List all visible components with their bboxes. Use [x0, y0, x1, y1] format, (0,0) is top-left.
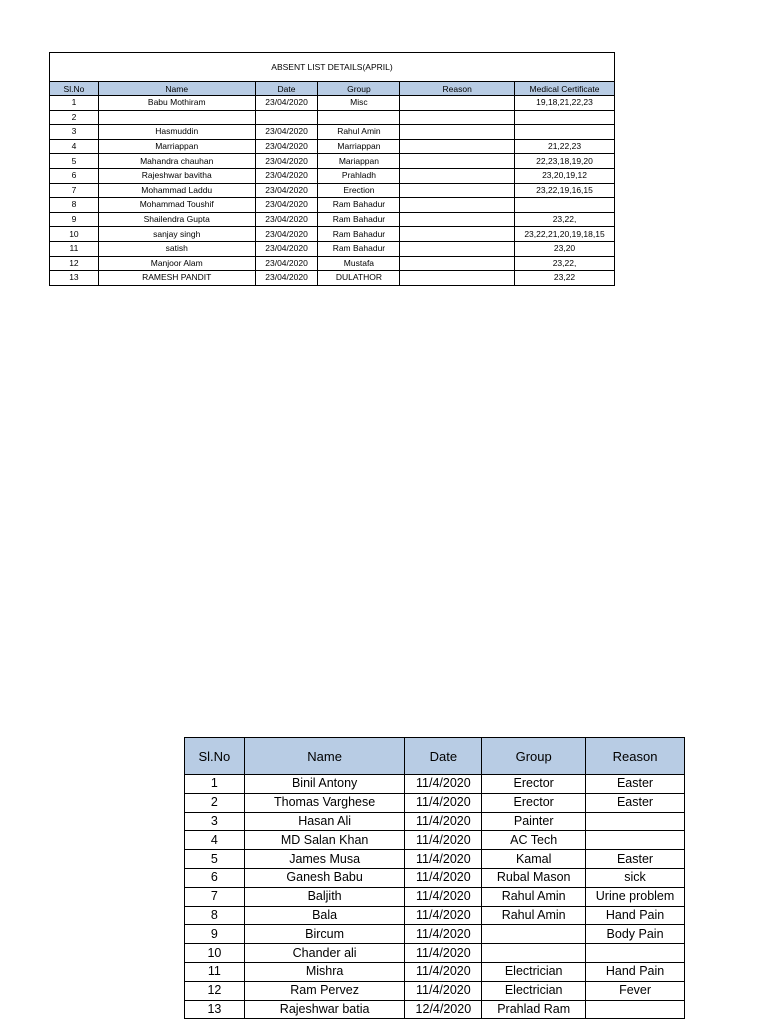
cell-reason	[400, 227, 515, 242]
cell-name: RAMESH PANDIT	[98, 271, 255, 286]
table-row	[185, 962, 685, 981]
cell-name: Ram Pervez	[244, 981, 405, 1000]
cell-date: 11/4/2020	[405, 962, 482, 981]
col-header-medical-certificate: Medical Certificate	[515, 82, 615, 96]
cell-group: Rahul Amin	[318, 125, 400, 140]
cell-reason	[400, 154, 515, 169]
header-row	[185, 738, 685, 775]
cell-group: Ram Bahadur	[318, 212, 400, 227]
cell-date: 11/4/2020	[405, 925, 482, 944]
header-row	[50, 82, 615, 96]
cell-group: Prahlad Ram	[482, 1000, 586, 1019]
table-row	[185, 793, 685, 812]
cell-reason: Easter	[586, 850, 685, 869]
cell-reason: Easter	[586, 775, 685, 794]
cell-reason	[400, 96, 515, 111]
cell-slno: 10	[185, 944, 245, 963]
cell-medical-certificate	[515, 110, 615, 125]
cell-slno: 13	[50, 271, 99, 286]
cell-date: 11/4/2020	[405, 981, 482, 1000]
cell-slno: 6	[185, 868, 245, 887]
sheet-title: ABSENT LIST DETAILS(APRIL)	[50, 53, 615, 82]
cell-group: Rubal Mason	[482, 868, 586, 887]
cell-group: Kamal	[482, 850, 586, 869]
cell-date: 11/4/2020	[405, 812, 482, 831]
cell-date: 23/04/2020	[255, 198, 318, 213]
cell-group: AC Tech	[482, 831, 586, 850]
cell-reason: Fever	[586, 981, 685, 1000]
cell-medical-certificate: 19,18,21,22,23	[515, 96, 615, 111]
cell-name: Rajeshwar bavitha	[98, 168, 255, 183]
table-row	[50, 256, 615, 271]
cell-name: Shailendra Gupta	[98, 212, 255, 227]
table-row	[185, 850, 685, 869]
cell-date: 23/04/2020	[255, 96, 318, 111]
cell-name: Marriappan	[98, 139, 255, 154]
cell-group: Painter	[482, 812, 586, 831]
cell-slno: 13	[185, 1000, 245, 1019]
cell-name: Thomas Varghese	[244, 793, 405, 812]
cell-reason: sick	[586, 868, 685, 887]
cell-reason	[400, 183, 515, 198]
cell-slno: 3	[185, 812, 245, 831]
cell-date: 23/04/2020	[255, 168, 318, 183]
cell-reason: Hand Pain	[586, 906, 685, 925]
col-header-date: Date	[255, 82, 318, 96]
cell-slno: 8	[50, 198, 99, 213]
cell-name: Mishra	[244, 962, 405, 981]
cell-medical-certificate	[515, 125, 615, 140]
cell-slno: 11	[50, 241, 99, 256]
cell-reason: Hand Pain	[586, 962, 685, 981]
cell-slno: 5	[50, 154, 99, 169]
cell-reason	[400, 125, 515, 140]
absentee-table-2	[184, 737, 685, 1019]
cell-name: James Musa	[244, 850, 405, 869]
cell-name: Manjoor Alam	[98, 256, 255, 271]
cell-reason	[400, 271, 515, 286]
table-row	[50, 227, 615, 242]
cell-group: Ram Bahadur	[318, 241, 400, 256]
cell-reason: Easter	[586, 793, 685, 812]
cell-slno: 9	[50, 212, 99, 227]
cell-slno: 3	[50, 125, 99, 140]
cell-date: 11/4/2020	[405, 944, 482, 963]
title-row	[50, 53, 615, 82]
cell-name: satish	[98, 241, 255, 256]
cell-group: Marriappan	[318, 139, 400, 154]
cell-name: Hasmuddin	[98, 125, 255, 140]
cell-date: 23/04/2020	[255, 183, 318, 198]
cell-reason	[400, 139, 515, 154]
table-row	[185, 887, 685, 906]
cell-medical-certificate: 23,20,19,12	[515, 168, 615, 183]
cell-date: 23/04/2020	[255, 241, 318, 256]
table-row	[50, 96, 615, 111]
cell-group: Mustafa	[318, 256, 400, 271]
cell-slno: 6	[50, 168, 99, 183]
cell-reason	[400, 212, 515, 227]
cell-medical-certificate: 23,22,21,20,19,18,15	[515, 227, 615, 242]
col-header-reason: Reason	[400, 82, 515, 96]
cell-slno: 4	[185, 831, 245, 850]
col-header-group: Group	[318, 82, 400, 96]
table-row	[185, 868, 685, 887]
cell-slno: 10	[50, 227, 99, 242]
cell-name	[98, 110, 255, 125]
cell-reason	[400, 198, 515, 213]
cell-slno: 2	[50, 110, 99, 125]
cell-group: Erector	[482, 793, 586, 812]
cell-reason	[400, 110, 515, 125]
cell-name: Ganesh Babu	[244, 868, 405, 887]
cell-date: 11/4/2020	[405, 906, 482, 925]
table-row	[50, 271, 615, 286]
table-row	[185, 925, 685, 944]
table-row	[185, 775, 685, 794]
cell-reason	[400, 241, 515, 256]
cell-slno: 5	[185, 850, 245, 869]
cell-name: Bircum	[244, 925, 405, 944]
cell-medical-certificate: 23,22,19,16,15	[515, 183, 615, 198]
cell-slno: 11	[185, 962, 245, 981]
cell-name: Mohammad Laddu	[98, 183, 255, 198]
cell-group: Misc	[318, 96, 400, 111]
cell-reason	[400, 256, 515, 271]
table-row	[50, 212, 615, 227]
cell-date: 23/04/2020	[255, 139, 318, 154]
cell-date: 23/04/2020	[255, 256, 318, 271]
cell-medical-certificate: 21,22,23	[515, 139, 615, 154]
cell-reason	[586, 831, 685, 850]
cell-name: Hasan Ali	[244, 812, 405, 831]
cell-date: 12/4/2020	[405, 1000, 482, 1019]
cell-date: 11/4/2020	[405, 868, 482, 887]
cell-group: Electrician	[482, 981, 586, 1000]
cell-medical-certificate: 23,22,	[515, 256, 615, 271]
cell-reason: Body Pain	[586, 925, 685, 944]
cell-date: 11/4/2020	[405, 831, 482, 850]
cell-slno: 1	[50, 96, 99, 111]
cell-name: Mohammad Toushif	[98, 198, 255, 213]
table-row	[50, 168, 615, 183]
cell-group: Electrician	[482, 962, 586, 981]
cell-medical-certificate: 23,22,	[515, 212, 615, 227]
cell-name: Rajeshwar batia	[244, 1000, 405, 1019]
table-row	[50, 110, 615, 125]
cell-slno: 12	[50, 256, 99, 271]
cell-name: Binil Antony	[244, 775, 405, 794]
cell-group: DULATHOR	[318, 271, 400, 286]
cell-slno: 1	[185, 775, 245, 794]
col-header-slno: Sl.No	[185, 738, 245, 775]
cell-date: 23/04/2020	[255, 125, 318, 140]
col-header-group: Group	[482, 738, 586, 775]
cell-name: MD Salan Khan	[244, 831, 405, 850]
cell-group	[482, 944, 586, 963]
table-row	[185, 812, 685, 831]
cell-name: sanjay singh	[98, 227, 255, 242]
cell-medical-certificate: 22,23,18,19,20	[515, 154, 615, 169]
cell-group: Prahladh	[318, 168, 400, 183]
table-row	[185, 906, 685, 925]
table-row	[185, 981, 685, 1000]
cell-slno: 9	[185, 925, 245, 944]
cell-date: 23/04/2020	[255, 212, 318, 227]
cell-reason	[586, 812, 685, 831]
cell-slno: 7	[185, 887, 245, 906]
cell-group: Rahul Amin	[482, 887, 586, 906]
cell-group: Erector	[482, 775, 586, 794]
cell-medical-certificate	[515, 198, 615, 213]
cell-reason	[586, 1000, 685, 1019]
cell-group	[318, 110, 400, 125]
cell-slno: 12	[185, 981, 245, 1000]
table-row	[50, 198, 615, 213]
col-header-name: Name	[98, 82, 255, 96]
cell-date: 11/4/2020	[405, 850, 482, 869]
col-header-date: Date	[405, 738, 482, 775]
table-row	[50, 154, 615, 169]
cell-date: 23/04/2020	[255, 271, 318, 286]
cell-name: Mahandra chauhan	[98, 154, 255, 169]
absent-list-table	[49, 52, 615, 286]
cell-date: 11/4/2020	[405, 793, 482, 812]
cell-group: Mariappan	[318, 154, 400, 169]
cell-reason	[586, 944, 685, 963]
cell-date: 11/4/2020	[405, 887, 482, 906]
cell-medical-certificate: 23,20	[515, 241, 615, 256]
cell-name: Babu Mothiram	[98, 96, 255, 111]
cell-name: Chander ali	[244, 944, 405, 963]
cell-slno: 4	[50, 139, 99, 154]
cell-medical-certificate: 23,22	[515, 271, 615, 286]
col-header-name: Name	[244, 738, 405, 775]
table-row	[185, 831, 685, 850]
cell-name: Bala	[244, 906, 405, 925]
cell-slno: 7	[50, 183, 99, 198]
cell-date: 23/04/2020	[255, 227, 318, 242]
table-row	[50, 183, 615, 198]
cell-date	[255, 110, 318, 125]
table-row	[50, 139, 615, 154]
cell-reason: Urine problem	[586, 887, 685, 906]
cell-slno: 8	[185, 906, 245, 925]
cell-group	[482, 925, 586, 944]
cell-group: Rahul Amin	[482, 906, 586, 925]
table-row	[50, 125, 615, 140]
cell-group: Ram Bahadur	[318, 198, 400, 213]
table-row	[50, 241, 615, 256]
cell-date: 11/4/2020	[405, 775, 482, 794]
cell-name: Baljith	[244, 887, 405, 906]
col-header-slno: Sl.No	[50, 82, 99, 96]
table-row	[185, 944, 685, 963]
cell-slno: 2	[185, 793, 245, 812]
table-row	[185, 1000, 685, 1019]
cell-group: Ram Bahadur	[318, 227, 400, 242]
cell-date: 23/04/2020	[255, 154, 318, 169]
cell-group: Erection	[318, 183, 400, 198]
col-header-reason: Reason	[586, 738, 685, 775]
cell-reason	[400, 168, 515, 183]
